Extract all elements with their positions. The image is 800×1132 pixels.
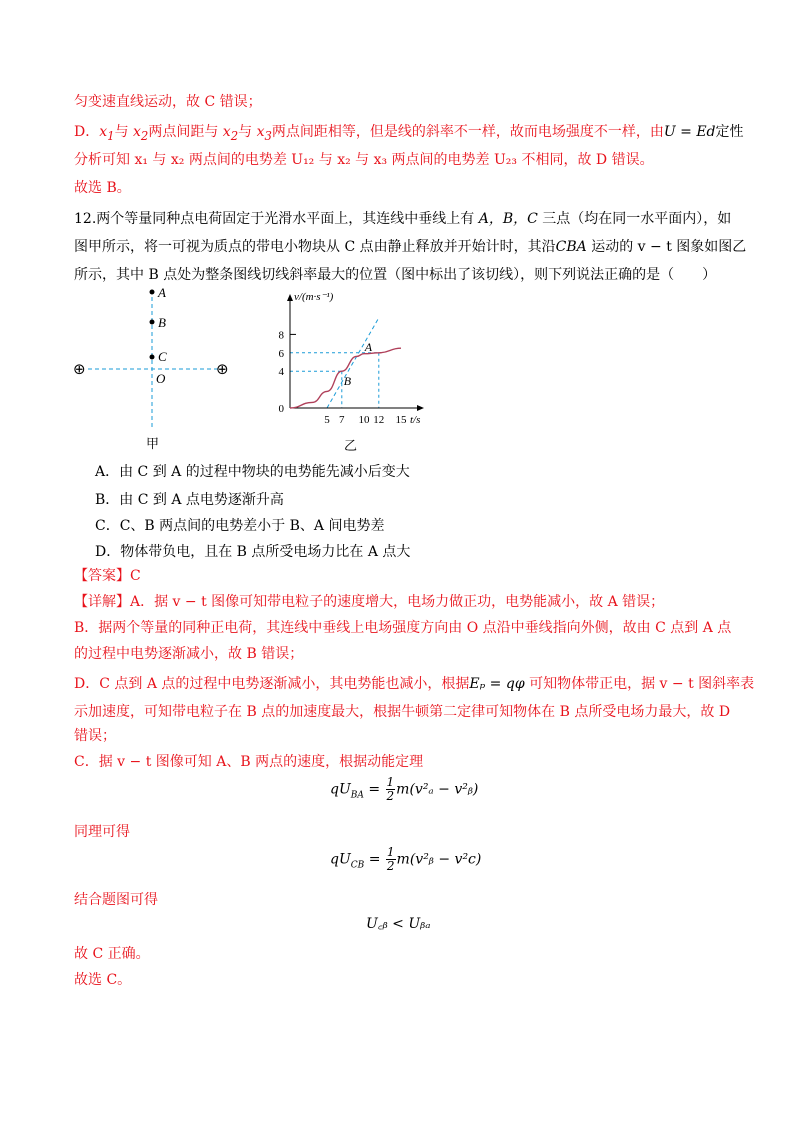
detail-b-2: 的过程中电势逐渐减小，故 B 错误； xyxy=(74,646,304,662)
x-tick-12: 12 xyxy=(373,414,385,426)
y-tick-label-0: 0 xyxy=(278,403,284,415)
caption-yi: 乙 xyxy=(344,439,358,454)
y-tick-label-6: 6 xyxy=(278,347,284,360)
point-a-dot xyxy=(150,290,155,295)
detail-d-1 xyxy=(74,674,754,694)
equation-3: U꜀ᵦ < Uᵦₐ xyxy=(366,916,431,932)
label-b: B xyxy=(158,315,166,330)
figure-jia xyxy=(60,280,260,460)
detail-c-line: C．据 v − t 图像可知 A、B 两点的速度，根据动能定理 xyxy=(74,754,424,770)
prev-line-3: 分析可知 x₁ 与 x₂ 两点间的电势差 U₁₂ 与 x₂ 与 x₃ 两点间的电势差 U₂₃ 不相同，故 D 错误。 xyxy=(74,152,654,168)
ep-formula: Eₚ = qφ xyxy=(469,676,525,692)
tangent-line xyxy=(327,318,379,408)
prev-text: 与 xyxy=(114,124,134,140)
y-tick-label-4: 4 xyxy=(278,366,284,379)
combine-line: 结合题图可得 xyxy=(74,892,158,908)
option-b[interactable]: B．由 C 到 A 点电势逐渐升高 xyxy=(95,492,284,508)
y-axis-label: v/(m·s⁻¹) xyxy=(294,291,334,303)
prev-d-label: D． xyxy=(74,124,100,140)
points-inline: A，B，C xyxy=(478,211,538,227)
y-axis-arrow xyxy=(287,294,293,301)
question-text: 三点（均在同一水平面内），如 xyxy=(537,211,732,227)
final-line: 故选 C。 xyxy=(74,972,132,988)
detail-text: 可知物体带正电，据 v − t 图斜率表 xyxy=(524,676,755,692)
prev-text: 定性 xyxy=(715,124,744,140)
same-line: 同理可得 xyxy=(74,824,130,840)
detail-text: D．C 点到 A 点的过程中电势逐渐减小，其电势能也减小，根据 xyxy=(74,676,470,692)
prev-line-4: 故选 B。 xyxy=(74,180,131,196)
detail-text: A．据 v − t 图像可知带电粒子的速度增大，电场力做正功，电势能减小，故 A 错误； xyxy=(130,594,665,610)
question-text: 图甲所示，将一可视为质点的带电小物块从 C 点由静止释放并开始计时，其沿 xyxy=(74,239,556,255)
prev-text: 两点间距相等，但是线的斜率不一样，故而电场强度不一样，由 xyxy=(271,124,664,140)
question-text: 运动的 v − t 图象如图乙 xyxy=(586,239,747,255)
x-axis-label: t/s xyxy=(410,414,421,426)
detail-d-3: 错误； xyxy=(74,728,116,744)
x1-var: $x_1$ xyxy=(99,124,115,143)
x2-var: $x_2$ xyxy=(222,124,239,143)
equation-1: $qU_{BA}$ = $\frac{1}{2}$ m(v²ₐ − v²ᵦ) xyxy=(330,775,479,803)
prev-text: 两点间距与 xyxy=(148,124,223,140)
answer-value: C xyxy=(130,568,141,584)
prev-line-2 xyxy=(74,122,744,146)
question-line-3: 所示，其中 B 点处为整条图线切线斜率最大的位置（图中标出了该切线），则下列说法正确的是（ ） xyxy=(74,267,717,283)
detail-a xyxy=(74,592,664,612)
figure-yi xyxy=(270,290,430,460)
point-c-dot xyxy=(150,355,155,360)
option-a[interactable]: A．由 C 到 A 的过程中物块的电势能先减小后变大 xyxy=(95,464,410,480)
point-b-label: B xyxy=(343,374,352,389)
caption-jia: 甲 xyxy=(146,437,160,452)
question-text: 12.两个等量同种点电荷固定于光滑水平面上，其连线中垂线上有 xyxy=(74,211,479,227)
label-c: C xyxy=(158,349,167,364)
c-correct-line: 故 C 正确。 xyxy=(74,946,150,962)
x3-var: $x_3$ xyxy=(256,124,272,143)
x2-var: $x_2$ xyxy=(133,124,149,143)
x-tick-5: 5 xyxy=(324,414,330,426)
x-axis-arrow xyxy=(417,405,424,411)
option-c[interactable]: C．C、B 两点间的电势差小于 B、A 间电势差 xyxy=(95,518,385,534)
detail-label: 【详解】 xyxy=(74,594,130,610)
question-line-1 xyxy=(74,209,731,229)
prev-text: 与 xyxy=(238,124,257,140)
point-a-label: A xyxy=(364,339,373,354)
answer-line xyxy=(74,566,141,586)
label-a: A xyxy=(158,285,166,300)
prev-line-1: 匀变速直线运动，故 C 错误； xyxy=(74,94,262,110)
left-charge: ⊕ xyxy=(73,360,86,378)
x-tick-15: 15 xyxy=(395,414,407,426)
u-ed-formula: U = Ed xyxy=(663,124,716,140)
right-charge: ⊕ xyxy=(216,360,229,378)
answer-label: 【答案】 xyxy=(74,568,130,584)
option-d[interactable]: D．物体带负电，且在 B 点所受电场力比在 A 点大 xyxy=(95,544,411,560)
equation-2: $qU_{CB}$ = $\frac{1}{2}$ m(v²ᵦ − v²c) xyxy=(330,845,482,873)
detail-d-2: 示加速度，可知带电粒子在 B 点的加速度最大，根据牛顿第二定律可知物体在 B 点所受电场力最大，故 D xyxy=(74,704,731,720)
x-tick-10: 10 xyxy=(358,414,370,426)
label-o: O xyxy=(156,371,166,386)
x-tick-7: 7 xyxy=(339,414,345,426)
point-b-dot xyxy=(150,320,155,325)
detail-b-1: B．据两个等量的同种正电荷，其连线中垂线上电场强度方向由 O 点沿中垂线指向外侧，故由 C 点到 A 点 xyxy=(74,620,732,636)
question-line-2 xyxy=(74,237,746,257)
y-tick-label-8: 8 xyxy=(278,329,284,342)
cba-path: CBA xyxy=(555,239,587,255)
